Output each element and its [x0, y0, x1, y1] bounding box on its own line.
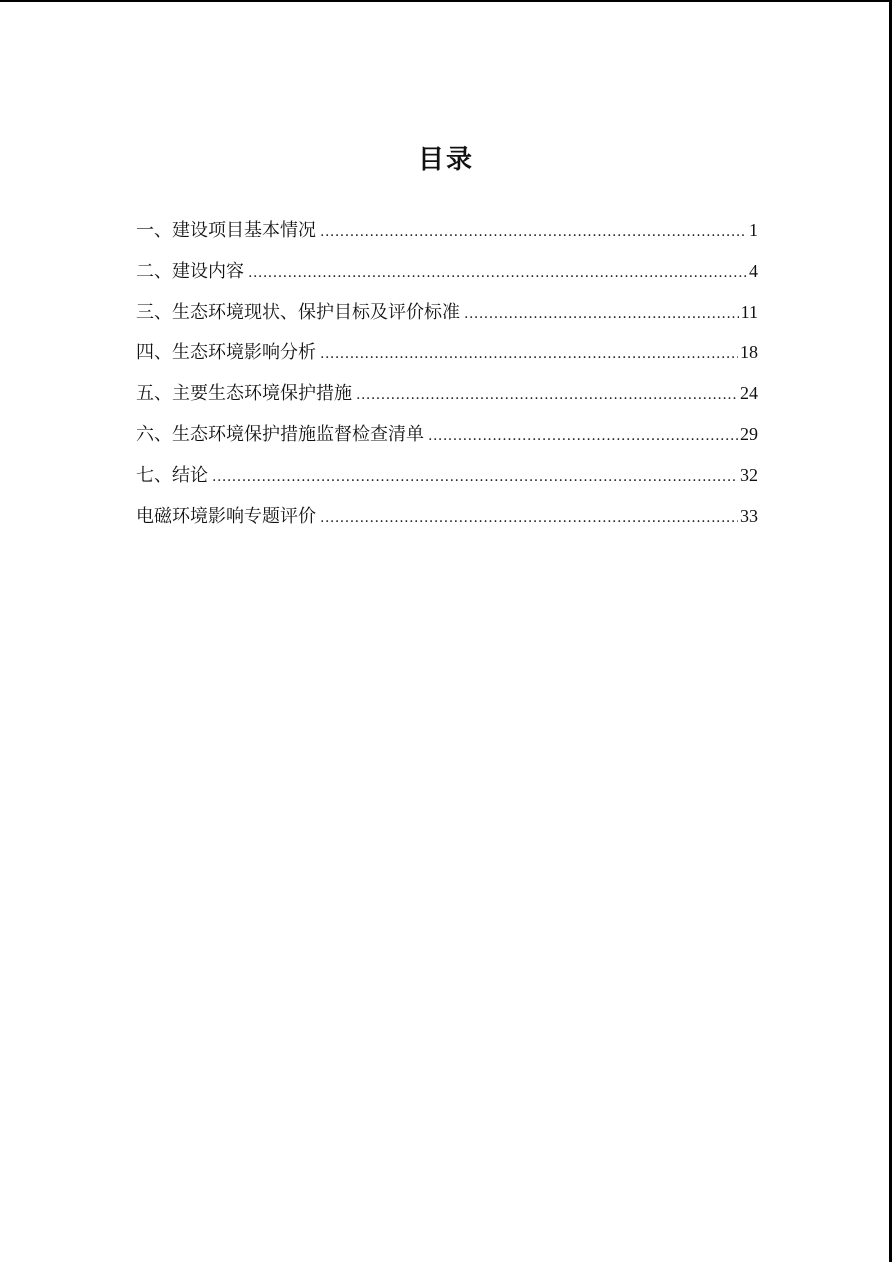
- toc-entry-text: 五、主要生态环境保护措施: [136, 383, 352, 405]
- toc-title: 目录: [417, 145, 474, 175]
- toc-entry-4[interactable]: [136, 334, 758, 375]
- toc-page-number: 29: [740, 423, 758, 444]
- toc-page-number: 18: [740, 342, 758, 363]
- toc-page-number: 11: [740, 301, 758, 322]
- toc-entry-3[interactable]: [136, 294, 758, 335]
- toc-entry-5[interactable]: [136, 375, 758, 416]
- toc-dot-leader: [248, 255, 747, 291]
- toc-entry-1[interactable]: [136, 212, 758, 253]
- toc-entry-6[interactable]: [136, 416, 758, 457]
- toc-entry-text: 四、生态环境影响分析: [136, 342, 316, 364]
- toc-entry-2[interactable]: [136, 253, 758, 294]
- toc-list: [136, 212, 758, 538]
- toc-page-number: 1: [749, 220, 758, 240]
- toc-entry-text: 七、结论: [136, 464, 208, 486]
- toc-entry-7[interactable]: [136, 457, 758, 498]
- toc-page-number: 32: [740, 464, 758, 485]
- toc-dot-leader: [212, 459, 738, 495]
- toc-entry-text: 二、建设内容: [136, 260, 244, 282]
- toc-dot-leader: [320, 500, 738, 536]
- toc-entry-text: 六、生态环境保护措施监督检查清单: [136, 423, 424, 445]
- toc-entry-8[interactable]: [136, 498, 758, 539]
- toc-dot-leader: [320, 214, 747, 250]
- toc-page-number: 24: [740, 383, 758, 404]
- toc-dot-leader: [464, 296, 739, 332]
- toc-dot-leader: [320, 336, 738, 372]
- toc-page-number: 33: [740, 505, 758, 526]
- toc-entry-text: 三、生态环境现状、保护目标及评价标准: [136, 301, 460, 323]
- page-top-border: [0, 0, 892, 2]
- toc-dot-leader: [356, 377, 738, 413]
- toc-page-number: 4: [749, 260, 758, 281]
- toc-dot-leader: [428, 418, 738, 454]
- toc-entry-text: 一、建设项目基本情况: [136, 220, 316, 241]
- toc-entry-text: 电磁环境影响专题评价: [136, 505, 316, 527]
